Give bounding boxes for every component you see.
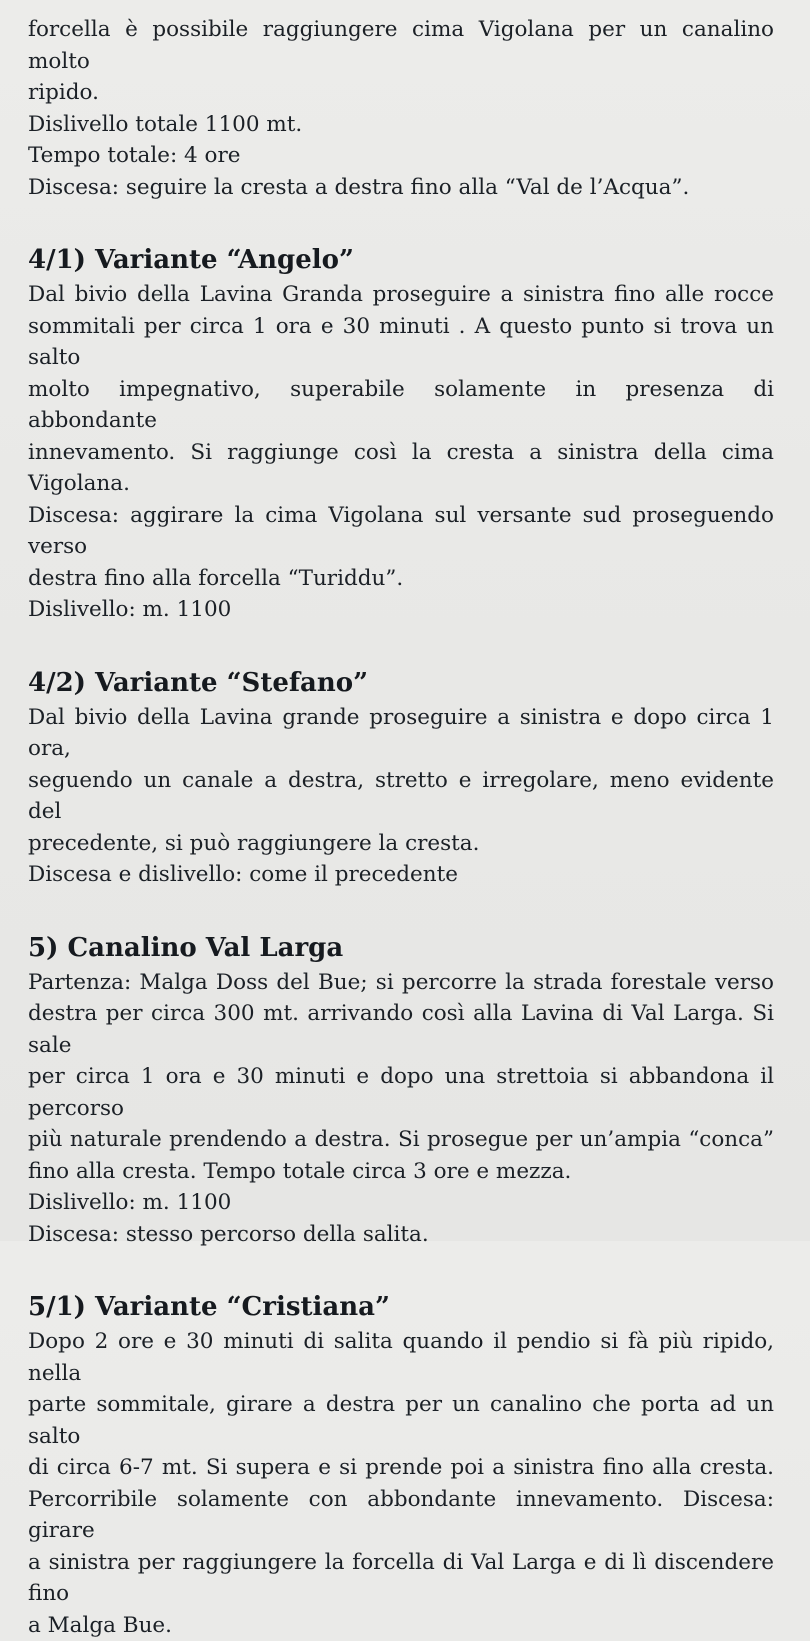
section-variante-cristiana xyxy=(28,1290,774,1641)
text-line: destra per circa 300 mt. arrivando così alla Lavina di Val Larga. Si sale xyxy=(28,998,774,1061)
text-line: Dislivello: m. 1100 xyxy=(28,594,774,626)
text-line: Percorribile solamente con abbondante innevamento. Discesa: girare xyxy=(28,1484,774,1547)
text-line: fino alla cresta. Tempo totale circa 3 ore e mezza. xyxy=(28,1156,774,1188)
section-variante-stefano xyxy=(28,666,774,891)
text-line: forcella è possibile raggiungere cima Vigolana per un canalino molto xyxy=(28,14,774,77)
text-line: Discesa e dislivello: come il precedente xyxy=(28,859,774,891)
text-line: più naturale prendendo a destra. Si prosegue per un’ampia “conca” xyxy=(28,1124,774,1156)
text-line: seguendo un canale a destra, stretto e irregolare, meno evidente del xyxy=(28,765,774,828)
text-line: Dislivello: m. 1100 xyxy=(28,1187,774,1219)
section-canalino-val-larga xyxy=(28,931,774,1251)
text-line: Dal bivio della Lavina grande proseguire a sinistra e dopo circa 1 ora, xyxy=(28,702,774,765)
text-line: Discesa: seguire la cresta a destra fino alla “Val de l’Acqua”. xyxy=(28,172,774,204)
text-line: per circa 1 ora e 30 minuti e dopo una strettoia si abbandona il percorso xyxy=(28,1061,774,1124)
section-body xyxy=(28,702,774,891)
text-line: Partenza: Malga Doss del Bue; si percorre la strada forestale verso xyxy=(28,967,774,999)
section-variante-angelo xyxy=(28,243,774,626)
text-line: ripido. xyxy=(28,77,774,109)
text-line: Tempo totale: 4 ore xyxy=(28,140,774,172)
section-title: 4/2) Variante “Stefano” xyxy=(28,666,774,700)
text-line: Discesa: aggirare la cima Vigolana sul versante sud proseguendo verso xyxy=(28,500,774,563)
section-title: 4/1) Variante “Angelo” xyxy=(28,243,774,277)
text-line: precedente, si può raggiungere la cresta. xyxy=(28,828,774,860)
text-line: a Malga Bue. xyxy=(28,1610,774,1641)
intro-paragraph xyxy=(28,14,774,203)
text-line: Discesa: stesso percorso della salita. xyxy=(28,1219,774,1251)
section-body xyxy=(28,1326,774,1641)
section-body xyxy=(28,967,774,1251)
text-line: molto impegnativo, superabile solamente in presenza di abbondante xyxy=(28,374,774,437)
section-title: 5) Canalino Val Larga xyxy=(28,931,774,965)
text-line: Dislivello totale 1100 mt. xyxy=(28,109,774,141)
text-line: sommitali per circa 1 ora e 30 minuti . A questo punto si trova un salto xyxy=(28,311,774,374)
section-body xyxy=(28,279,774,626)
text-line: Dal bivio della Lavina Granda proseguire a sinistra fino alle rocce xyxy=(28,279,774,311)
text-line: Dopo 2 ore e 30 minuti di salita quando il pendio si fà più ripido, nella xyxy=(28,1326,774,1389)
section-title: 5/1) Variante “Cristiana” xyxy=(28,1290,774,1324)
text-line: di circa 6-7 mt. Si supera e si prende poi a sinistra fino alla cresta. xyxy=(28,1452,774,1484)
text-line: destra fino alla forcella “Turiddu”. xyxy=(28,563,774,595)
text-line: a sinistra per raggiungere la forcella di Val Larga e di lì discendere fino xyxy=(28,1547,774,1610)
text-line: parte sommitale, girare a destra per un canalino che porta ad un salto xyxy=(28,1389,774,1452)
text-line: innevamento. Si raggiunge così la cresta a sinistra della cima Vigolana. xyxy=(28,437,774,500)
